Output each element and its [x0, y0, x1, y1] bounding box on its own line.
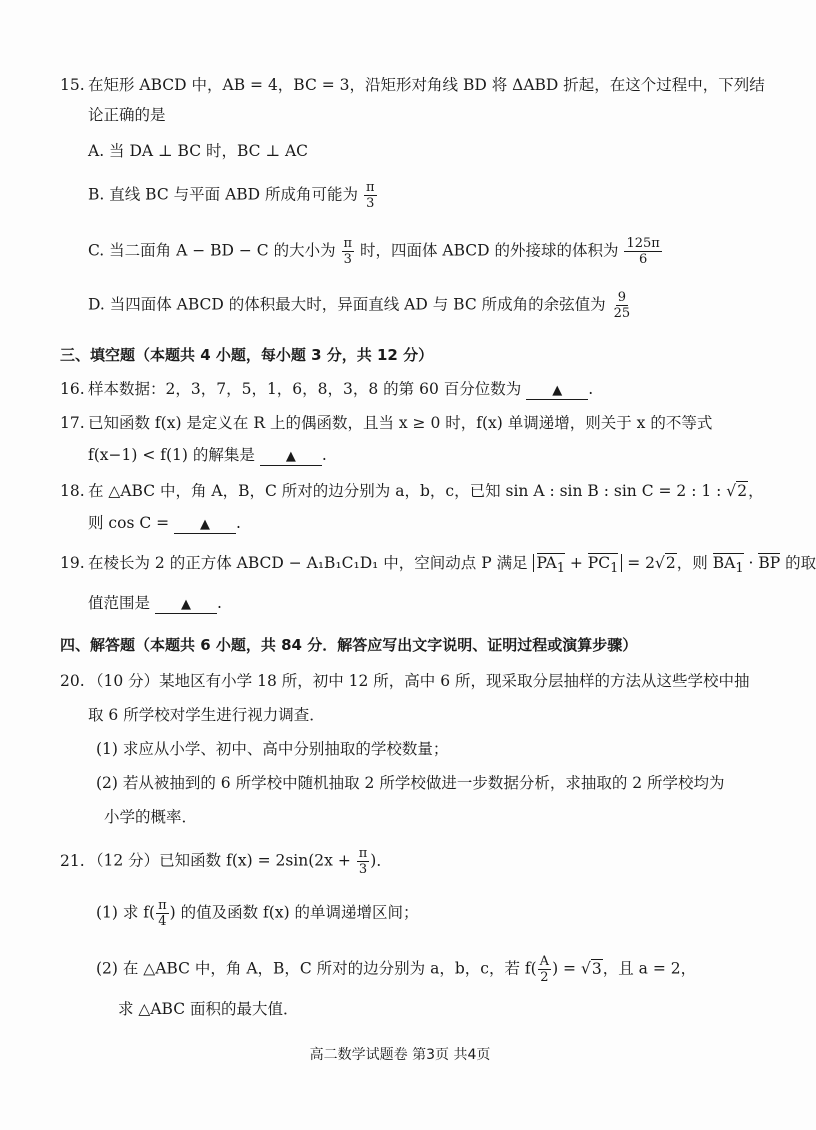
- vector-bp: BP: [758, 554, 781, 572]
- vector-pa-label: PA: [536, 554, 557, 572]
- q21-number: 21.: [60, 851, 85, 870]
- q21-part1-end: ) 的值及函数 f(x) 的单调递增区间；: [169, 903, 419, 922]
- q15-stem-line1: [60, 74, 765, 96]
- q20-line1: [60, 670, 750, 692]
- q19-line2: [88, 592, 222, 614]
- q18-line1: [60, 480, 764, 502]
- section3-heading: 三、填空题（本题共 4 小题，每小题 3 分，共 12 分）: [60, 346, 434, 364]
- q15-option-a: A. 当 DA ⊥ BC 时，BC ⊥ AC: [88, 142, 309, 160]
- fraction-denominator: 25: [613, 306, 631, 321]
- q19-end: .: [216, 594, 222, 612]
- q17-line1: [60, 412, 712, 434]
- q15-option-d-fraction: [612, 290, 633, 321]
- q21-part2-mid: ) =: [552, 959, 581, 978]
- q18-line2: [88, 512, 241, 534]
- q19-post: ，则: [676, 554, 708, 572]
- fraction-numerator: π: [158, 898, 167, 913]
- q15-option-d: [88, 290, 633, 321]
- sqrt-sign: √: [726, 482, 737, 500]
- q19-line1: [60, 552, 816, 580]
- fraction-numerator: 9: [617, 290, 626, 305]
- q15-option-c-fraction1: [342, 236, 355, 267]
- q21-end: )．: [370, 851, 392, 870]
- q19-text: 在棱长为 2 的正方体 ABCD − A₁B₁C₁D₁ 中，空间动点 P 满足: [88, 554, 528, 572]
- q19-answer-blank: ▲: [155, 597, 217, 614]
- q19-number: 19.: [60, 554, 85, 572]
- q17-answer-blank: ▲: [260, 449, 322, 466]
- q21-part1-pre: (1) 求 f(: [96, 903, 156, 922]
- q18-end1: ，: [748, 482, 764, 500]
- q16-end: .: [588, 380, 594, 398]
- vector-pc-label: PC: [587, 554, 611, 572]
- q21-part2-line2: 求 △ABC 面积的最大值．: [118, 1000, 299, 1018]
- fraction-denominator: 6: [638, 252, 648, 267]
- q15-option-c-mid: 时，四面体 ABCD 的外接球的体积为: [360, 241, 619, 260]
- fraction-denominator: 3: [358, 862, 368, 877]
- q15-option-c: [88, 236, 663, 267]
- plus-sign: +: [564, 554, 588, 572]
- q15-option-b: [88, 180, 378, 211]
- q20-text: （10 分）某地区有小学 18 所，初中 12 所，高中 6 所，现采取分层抽样的方法从这些学校中抽: [88, 672, 750, 690]
- vector-pc1: [587, 553, 619, 577]
- fraction-denominator: 3: [366, 196, 375, 211]
- q17-line2: [88, 444, 327, 466]
- fraction-denominator: 3: [343, 252, 352, 267]
- q19-vector-magnitude: [533, 554, 623, 577]
- vector-pc-sub: 1: [610, 561, 619, 577]
- q15-option-d-text: D. 当四面体 ABCD 的体积最大时，异面直线 AD 与 BC 所成角的余弦值为: [88, 295, 606, 314]
- q20-part2-line1: (2) 若从被抽到的 6 所学校中随机抽取 2 所学校做进一步数据分析，求抽取的 2 所学校均为: [96, 774, 725, 792]
- q18-number: 18.: [60, 482, 85, 500]
- q19-sqrt-value: 2: [665, 554, 676, 572]
- q17-number: 17.: [60, 414, 85, 432]
- fraction-numerator: π: [343, 236, 353, 251]
- q15-option-c-text: C. 当二面角 A − BD − C 的大小为: [88, 241, 336, 260]
- q16-text: 样本数据：2，3，7，5，1，6，8，3，8 的第 60 百分位数为: [88, 380, 522, 398]
- q15-option-b-fraction: [364, 180, 377, 211]
- q21-part2-end: ，且 a = 2，: [602, 959, 697, 978]
- q20-line2: 取 6 所学校对学生进行视力调查．: [88, 706, 325, 724]
- vector-ba-label: BA: [712, 554, 736, 572]
- q16-number: 16.: [60, 380, 85, 398]
- dot-product-sign: ·: [743, 554, 759, 572]
- q17-text: 已知函数 f(x) 是定义在 R 上的偶函数，且当 x ≥ 0 时，f(x) 单调递增，则关于 x 的不等式: [88, 414, 713, 432]
- fraction-denominator: 2: [540, 970, 549, 985]
- q21-part2-pre: (2) 在 △ABC 中，角 A，B，C 所对的边分别为 a，b，c，若 f(: [96, 959, 537, 978]
- vector-pa-sub: 1: [556, 561, 565, 577]
- section4-heading: 四、解答题（本题共 6 小题，共 84 分．解答应写出文字说明、证明过程或演算步骤）: [60, 636, 638, 654]
- fraction-numerator: π: [365, 180, 375, 195]
- q18-text: 在 △ABC 中，角 A，B，C 所对的边分别为 a，b，c，已知 sin A : sin B : sin C = 2 : 1 :: [88, 482, 722, 500]
- q21-part2-fraction: [538, 954, 551, 985]
- q15-option-c-fraction2: [624, 236, 661, 267]
- q19-eq: = 2: [622, 554, 656, 572]
- q19-end1: 的取: [785, 554, 816, 572]
- q21-fraction: [357, 846, 370, 877]
- q18-sqrt-value: 2: [737, 482, 748, 500]
- q18-answer-blank: ▲: [174, 517, 236, 534]
- fraction-numerator: π: [358, 846, 368, 861]
- q15-option-b-text: B. 直线 BC 与平面 ABD 所成角可能为: [88, 185, 359, 204]
- q15-number: 15.: [60, 76, 85, 94]
- q20-part1: (1) 求应从小学、初中、高中分别抽取的学校数量；: [96, 740, 449, 758]
- q20-part2-line2: 小学的概率．: [104, 808, 198, 826]
- q21-part2-line1: [96, 954, 696, 985]
- q21-text: （12 分）已知函数 f(x) = 2sin(2x +: [88, 851, 351, 870]
- q20-number: 20.: [60, 672, 85, 690]
- q18-end: .: [236, 514, 241, 532]
- q17-end: .: [321, 446, 327, 464]
- vector-ba-sub: 1: [735, 561, 744, 577]
- q15-stem-text: 在矩形 ABCD 中，AB = 4，BC = 3，沿矩形对角线 BD 将 ΔABD 折起，在这个过程中，下列结: [88, 76, 765, 94]
- sqrt-sign: √: [655, 554, 665, 572]
- q15-stem-line2: 论正确的是: [88, 106, 166, 124]
- fraction-numerator: 125π: [626, 236, 660, 251]
- q16-answer-blank: ▲: [526, 383, 588, 400]
- q19-text2: 值范围是: [88, 594, 151, 612]
- vector-ba1: [712, 553, 744, 577]
- vector-pa1: [536, 553, 565, 577]
- q21-part1-fraction: [156, 898, 169, 929]
- sqrt-sign: √: [580, 959, 591, 978]
- q16: [60, 378, 593, 400]
- fraction-denominator: 4: [158, 914, 167, 929]
- q21-part1: [96, 898, 419, 929]
- q21-sqrt-value: 3: [591, 959, 602, 978]
- page-footer: 高二数学试题卷 第3页 共4页: [309, 1047, 491, 1063]
- fraction-numerator: A: [539, 954, 550, 969]
- q21-line1: [60, 846, 392, 877]
- q17-text2: f(x−1) < f(1) 的解集是: [88, 446, 255, 464]
- q18-text2: 则 cos C =: [88, 514, 170, 532]
